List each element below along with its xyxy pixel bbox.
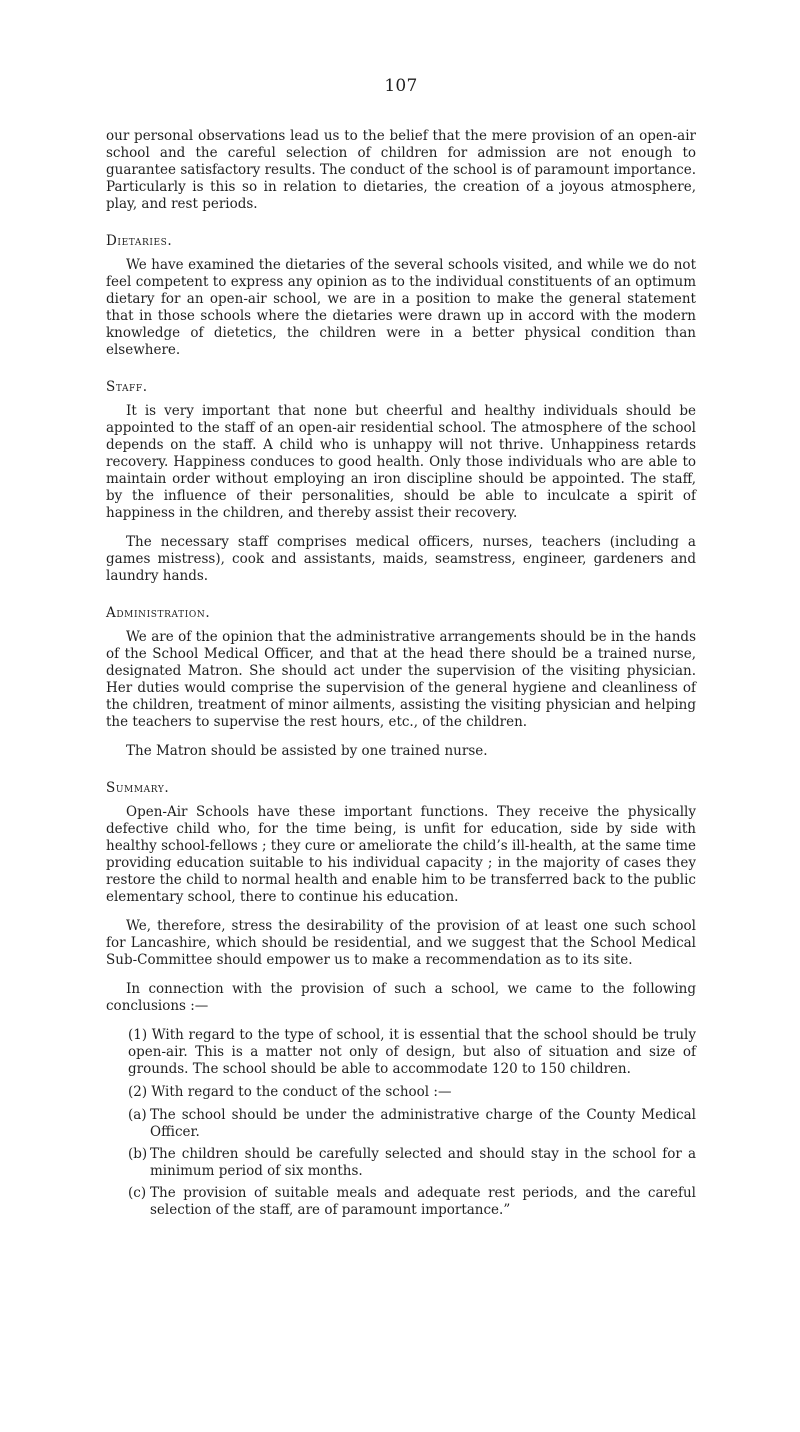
sub-item-marker: (c) — [128, 1185, 147, 1201]
administration-heading: Administration. — [106, 605, 211, 621]
sub-item-marker: (a) — [128, 1107, 147, 1123]
summary-paragraph-3: In connection with the provision of such a school, we came to the following conclusions :— — [106, 981, 696, 1014]
administration-paragraph-1: We are of the opinion that the administrative arrangements should be in the hands of the School Medical Officer, and that at the head there should be a trained nurse, designated Matron. She should act under the supervision of the visiting physician. Her duties would comprise the supervision of the general hygiene and cleanliness of the children, treatment of minor ailments, assisting the visiting physician and helping the teachers to supervise the rest hours, etc., of the children. — [106, 629, 696, 730]
dietaries-section — [106, 233, 696, 359]
summary-paragraph-1: Open-Air Schools have these important functions. They receive the physically defective child who, for the time being, is unfit for education, side by side with healthy school-fellows ; they cure or ameliorate the child’s ill-health, at the same time providing education suitable to his individual capacity ; in the majority of cases they restore the child to normal health and enable him to be transferred back to the public elementary school, there to continue his education. — [106, 804, 696, 905]
conclusion-sub-item-c — [128, 1185, 696, 1219]
sub-item-text: The school should be under the administrative charge of the County Medical Officer. — [150, 1107, 696, 1140]
dietaries-heading: Dietaries. — [106, 233, 173, 249]
staff-section — [106, 379, 696, 585]
conclusion-item-2: (2) With regard to the conduct of the school :— — [128, 1084, 452, 1100]
sub-item-text: The children should be carefully selected and should stay in the school for a minimum period of six months. — [150, 1146, 696, 1179]
conclusion-sub-item-b — [128, 1146, 696, 1180]
conclusion-sub-item-a — [128, 1107, 696, 1141]
administration-section — [106, 605, 696, 760]
summary-heading: Summary. — [106, 780, 170, 796]
staff-heading: Staff. — [106, 379, 148, 395]
page-number: 107 — [384, 76, 418, 96]
sub-item-marker: (b) — [128, 1146, 148, 1162]
intro-paragraph: our personal observations lead us to the belief that the mere provision of an open-air school and the careful selection of children for admission are not enough to guarantee satisfactory results. The conduct of the school is of paramount importance. Particularly is this so in relation to dietaries, the creation of a joyous atmosphere, play, and rest periods. — [106, 128, 696, 212]
sub-item-text: The provision of suitable meals and adequate rest periods, and the careful selection of the staff, are of paramount importance.” — [150, 1185, 696, 1218]
conclusion-item-1: (1) With regard to the type of school, it is essential that the school should be truly open-air. This is a matter not only of design, but also of situation and size of grounds. The school should be able to accommodate 120 to 150 children. — [128, 1027, 696, 1077]
summary-paragraph-2: We, therefore, stress the desirability of the provision of at least one such school for Lancashire, which should be residential, and we suggest that the School Medical Sub-Committee should empower us to make a recommendation as to its site. — [106, 918, 696, 968]
staff-paragraph-2: The necessary staff comprises medical officers, nurses, teachers (including a games mistress), cook and assistants, maids, seamstress, engineer, gardeners and laundry hands. — [106, 534, 696, 584]
staff-paragraph-1: It is very important that none but cheerful and healthy individuals should be appointed to the staff of an open-air residential school. The atmosphere of the school depends on the staff. A child who is unhappy will not thrive. Unhappiness retards recovery. Happiness conduces to good health. Only those individuals who are able to maintain order without employing an iron discipline should be appointed. The staff, by the influence of their personalities, should be able to inculcate a spirit of happiness in the children, and thereby assist their recovery. — [106, 403, 696, 521]
summary-section — [106, 780, 696, 1219]
dietaries-paragraph: We have examined the dietaries of the several schools visited, and while we do not feel competent to express any opinion as to the individual constituents of an optimum dietary for an open-air school, we are in a position to make the general statement that in those schools where the dietaries were drawn up in accord with the modern knowledge of dietetics, the children were in a better physical condition than elsewhere. — [106, 257, 696, 358]
administration-paragraph-2: The Matron should be assisted by one trained nurse. — [126, 743, 488, 759]
document-body — [106, 128, 696, 1224]
